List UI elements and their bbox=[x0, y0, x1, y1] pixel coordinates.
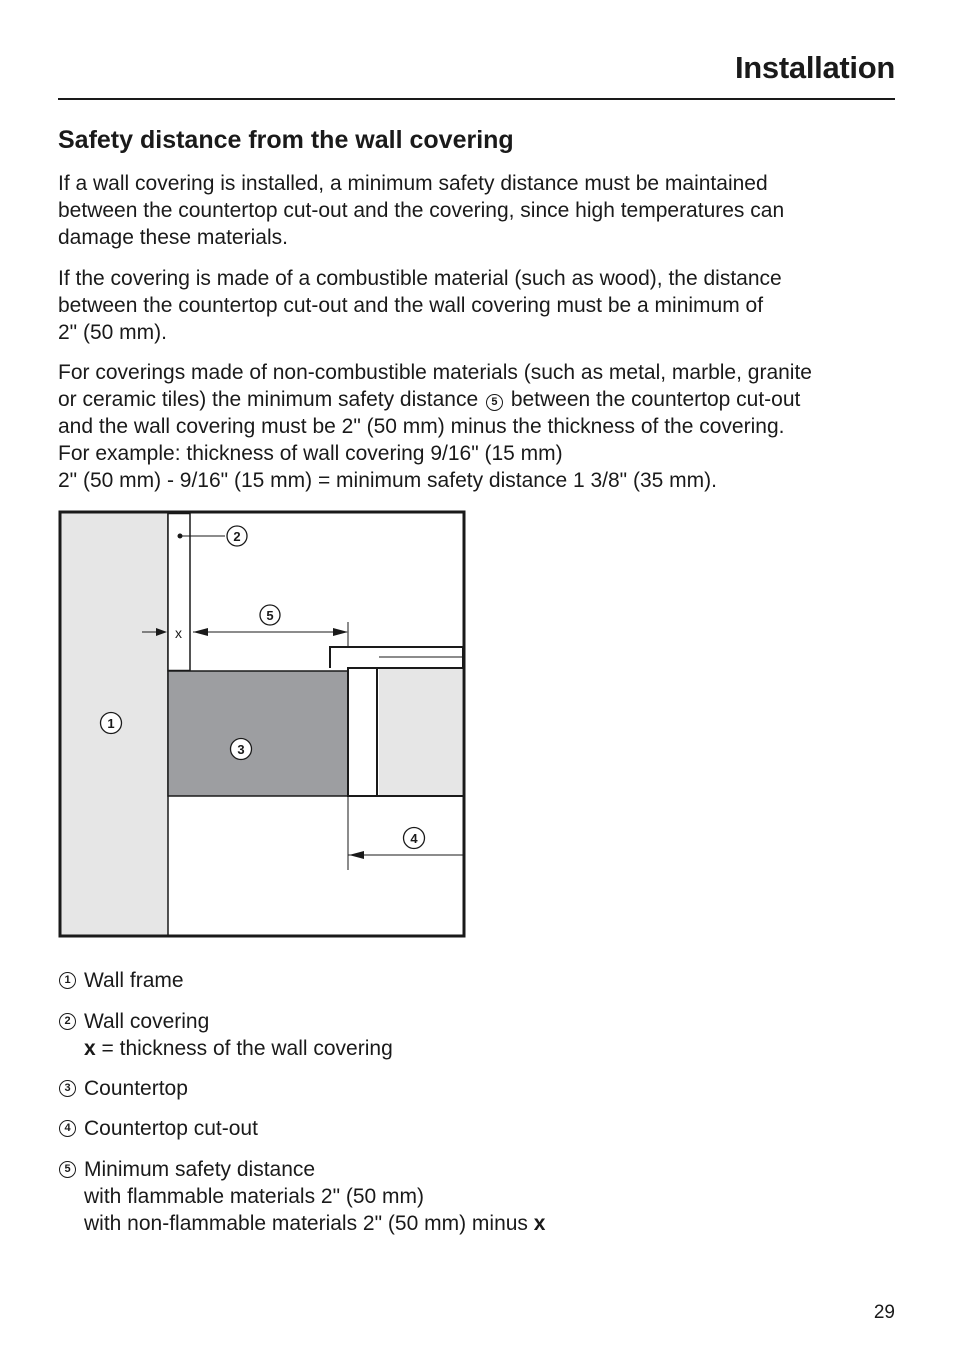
marker-5-icon: 5 bbox=[486, 394, 503, 411]
legend-4-label: Countertop cut-out bbox=[84, 1117, 258, 1140]
label-5-text: 5 bbox=[266, 608, 274, 623]
legend-2-sub: = thickness of the wall covering bbox=[95, 1037, 393, 1060]
paragraph-3-text: or ceramic tiles) the minimum safety distance bbox=[58, 388, 479, 411]
page-header-title: Installation bbox=[734, 50, 895, 85]
paragraph-2-line: If the covering is made of a combustible material (such as wood), the distance bbox=[58, 267, 782, 290]
legend-5-sub2-text: with non-flammable materials 2" (50 mm) minus bbox=[84, 1212, 534, 1235]
legend-1-icon: 1 bbox=[59, 972, 76, 989]
legend-5-sub1: with flammable materials 2" (50 mm) bbox=[84, 1185, 425, 1208]
legend-5-sub2 bbox=[84, 1210, 545, 1237]
paragraph-1-line: damage these materials. bbox=[58, 226, 288, 249]
paragraph-1 bbox=[58, 170, 898, 251]
paragraph-3-text: between the countertop cut-out bbox=[510, 388, 801, 411]
cooktop-body-shape bbox=[348, 668, 377, 796]
paragraph-3-line: For example: thickness of wall covering 9/16" (15 mm) bbox=[58, 442, 563, 465]
legend-5-label: Minimum safety distance bbox=[84, 1158, 316, 1181]
cooktop-fill bbox=[379, 668, 462, 795]
label-1-text: 1 bbox=[107, 716, 115, 731]
legend-5-text bbox=[84, 1156, 545, 1237]
legend-4-icon: 4 bbox=[59, 1120, 76, 1137]
paragraph-3-line: For coverings made of non-combustible materials (such as metal, marble, granite bbox=[58, 361, 812, 384]
countertop-shape bbox=[168, 671, 348, 796]
legend-5-x: x bbox=[533, 1212, 546, 1235]
label-3-text: 3 bbox=[237, 742, 245, 757]
paragraph-3-line: 2" (50 mm) - 9/16" (15 mm) = minimum safety distance 1 3/8" (35 mm). bbox=[58, 469, 717, 492]
thickness-label: x bbox=[175, 625, 182, 641]
header-divider bbox=[58, 98, 895, 100]
page-number: 29 bbox=[873, 1302, 895, 1323]
paragraph-2-line: 2" (50 mm). bbox=[58, 321, 167, 344]
paragraph-1-line: between the countertop cut-out and the covering, since high temperatures can bbox=[58, 199, 785, 222]
legend-2-text bbox=[84, 1008, 393, 1062]
paragraph-3-line: and the wall covering must be 2" (50 mm) minus the thickness of the covering. bbox=[58, 415, 785, 438]
paragraph-3 bbox=[58, 359, 898, 494]
paragraph-2-line: between the countertop cut-out and the wall covering must be a minimum of bbox=[58, 294, 764, 317]
paragraph-3-line bbox=[58, 386, 898, 413]
legend-2-icon: 2 bbox=[59, 1013, 76, 1030]
section-title: Safety distance from the wall covering bbox=[58, 126, 514, 154]
legend-2-x: x bbox=[84, 1037, 96, 1060]
paragraph-2 bbox=[58, 265, 898, 346]
legend-5-icon: 5 bbox=[59, 1161, 76, 1178]
legend-3-icon: 3 bbox=[59, 1080, 76, 1097]
paragraph-1-line: If a wall covering is installed, a minimum safety distance must be maintained bbox=[58, 172, 768, 195]
installation-diagram bbox=[58, 510, 466, 938]
label-4-text: 4 bbox=[410, 831, 418, 846]
label-2-text: 2 bbox=[233, 529, 241, 544]
legend-2-label: Wall covering bbox=[84, 1010, 210, 1033]
legend-3-label: Countertop bbox=[84, 1077, 188, 1100]
legend-1-label: Wall frame bbox=[84, 969, 184, 992]
legend-2-subline bbox=[84, 1035, 393, 1062]
